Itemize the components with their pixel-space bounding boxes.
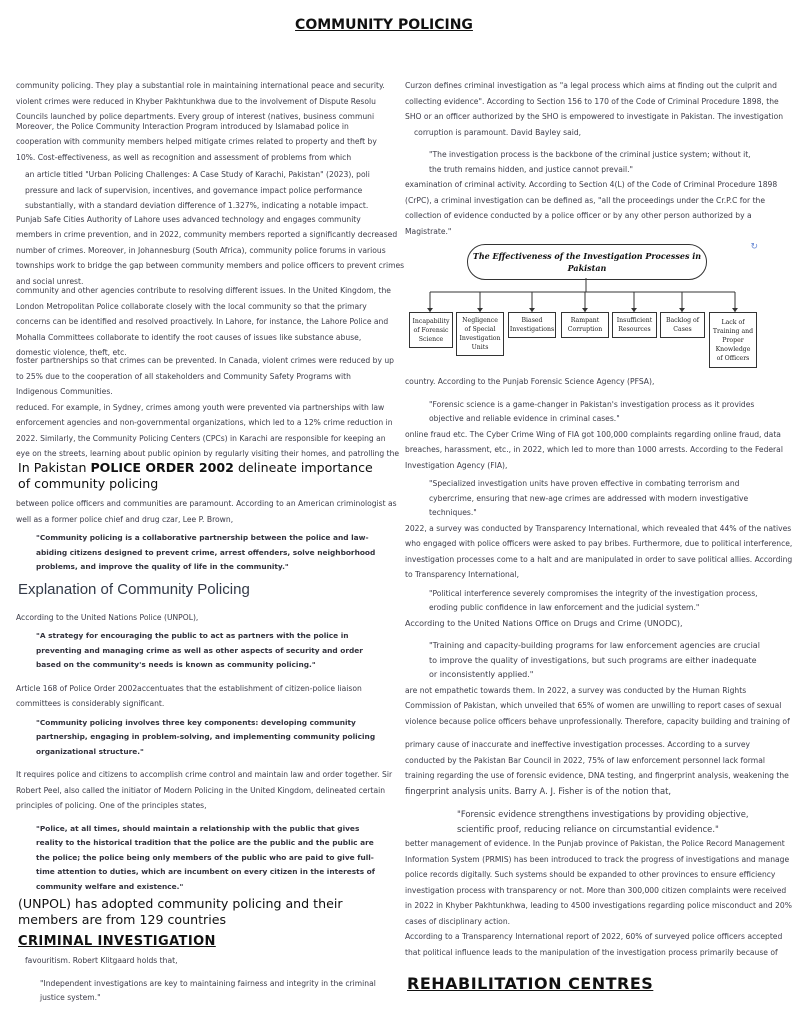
text-line: Curzon defines criminal investigation as "a legal process which aims at finding out the culprit and xyxy=(405,81,777,90)
text-line: examination of criminal activity. According to Section 4(L) of the Code of Criminal Procedure 1898 xyxy=(405,180,778,189)
text-line: Indigenous Communities. xyxy=(16,387,113,396)
right-column xyxy=(405,78,792,993)
paragraph-khyber xyxy=(16,78,386,125)
diagram-title: The Effectiveness of the Investigation Processes in Pakistan xyxy=(467,244,707,280)
text-line: Robert Peel, also called the initiator of Modern Policing in the United Kingdom, delineated certain xyxy=(16,785,386,795)
text-line: foster partnerships so that crimes can be prevented. In Canada, violent crimes were reduced by up xyxy=(16,356,394,365)
text-line: investigation process with transparency or not. More than 300,000 citizen complaints were received xyxy=(405,885,787,895)
text-line: are not empathetic towards them. In 2022, a survey was conducted by the Human Rights xyxy=(405,685,747,695)
text-line: Investigation Agency (FIA), xyxy=(405,460,508,470)
paragraph-islamabad xyxy=(16,119,386,166)
text-line: cases of disciplinary action. xyxy=(405,916,511,926)
text-line: breaches, harassment, etc., in 2022, which led to more than 1000 arrests. According to the Federal xyxy=(405,445,783,454)
text-line: enforcement agencies and non-governmental organizations, which led to a 12% crime reduction in xyxy=(16,418,393,427)
quote-lee-brown: "Community policing is a collaborative partnership between the police and law-abiding citizens designed to prevent crime, arrest offenders, solve neighborhood problems, and improve the quality of life in the community." xyxy=(36,533,376,571)
paragraph-fia xyxy=(405,427,783,474)
text-line: SHO or an officer authorized by the SHO is empowered to investigate in Pakistan. The investigation xyxy=(405,112,784,121)
quote-klitgaard: "Independent investigations are key to maintaining fairness and integrity in the criminal justice system." xyxy=(40,978,376,1002)
paragraph-lee-brown xyxy=(16,496,397,527)
text-line: corruption is paramount. David Bayley said, xyxy=(414,127,582,137)
text-line: Moreover, the Police Community Interaction Program introduced by Islamabad police in xyxy=(16,121,349,131)
text-line: It requires police and citizens to accomplish crime control and maintain law and order together. Sir xyxy=(16,770,393,779)
text-line: investigation processes come to a halt and are manipulated in order to save political allies. According xyxy=(405,554,792,564)
text-line: Punjab Safe Cities Authority of Lahore uses advanced technology and engages community xyxy=(16,214,361,224)
heading-part: In Pakistan xyxy=(18,460,91,475)
diagram-box-negligence: Negligence of Special Investigation Units xyxy=(456,312,504,356)
text-line: community policing. They play a substantial role in maintaining international peace and security. xyxy=(16,81,385,90)
paragraph-sydney xyxy=(16,400,400,458)
quote-fisher: "Forensic evidence strengthens investigations by providing objective, scientific proof, reducing reliance on circumstantial evidence." xyxy=(457,809,749,834)
quote-unodc: "Training and capacity-building programs for law enforcement agencies are crucial to improve the quality of investigations, but such programs are either inadequate or inconsistently applied." xyxy=(429,641,760,679)
heading-criminal-investigation: CRIMINAL INVESTIGATION xyxy=(18,934,216,949)
left-column xyxy=(16,78,405,1002)
paragraph-robert-peel xyxy=(16,767,393,814)
text-line: violent crimes were reduced in Khyber Pakhtunkhwa due to the involvement of Dispute Resolu xyxy=(16,96,376,106)
diagram-box-forensic: Incapability of Forensic Science xyxy=(409,312,453,348)
diagram-box-biased: Biased Investigations xyxy=(508,312,556,338)
text-line: an article titled "Urban Policing Challenges: A Case Study of Karachi, Pakistan" (2023), poli xyxy=(25,170,370,179)
text-line: to 25% due to the cooperation of all stakeholders and Community Safety Programs with xyxy=(16,371,351,381)
text-line: townships work to bridge the gap between community members and police officers to prevent crimes xyxy=(16,261,405,270)
refresh-icon[interactable]: ↻ xyxy=(750,242,758,252)
text-line: community and other agencies contribute to resolving different issues. In the United Kingdom, the xyxy=(16,286,391,295)
paragraph-prmis xyxy=(405,836,792,929)
text-line: principles of policing. One of the principles states, xyxy=(16,801,207,810)
heading-rehabilitation-centres: REHABILITATION CENTRES xyxy=(407,974,654,993)
text-line: and social unrest. xyxy=(16,276,84,286)
unpol-note: (UNPOL) has adopted community policing and their members are from 129 countries xyxy=(18,896,343,927)
text-line: Information System (PRMIS) has been introduced to track the progress of investigations and manage xyxy=(405,854,790,864)
paragraph-curzon xyxy=(405,78,784,140)
text-line: collecting evidence". According to Section 156 to 170 of the Code of Criminal Procedure 1898, the xyxy=(405,96,779,106)
quote-peel-principle: "Police, at all times, should maintain a relationship with the public that gives reality to the historical tradition that the police are the public and the public are the police; the police being only members of the public who are paid to give full-time attention to duties, which are incumbent on every citizen in the interests of community welfare and existence." xyxy=(36,823,375,891)
heading-part: delineate importance of community policing xyxy=(18,460,373,491)
text-line: eye on the streets, learning about public opinion by regularly visiting their homes, and patrolling the xyxy=(16,449,400,458)
paragraph-united-kingdom xyxy=(16,283,391,357)
text-line: training regarding the use of forensic evidence, DNA testing, and fingerprint analysis, weakening the xyxy=(405,771,789,780)
paragraph-pfsa: country. According to the Punjab Forensic Science Agency (PFSA), xyxy=(405,377,655,386)
text-line: violence because police officers behave unprofessionally. Therefore, capacity building and training of xyxy=(405,716,790,726)
paragraph-unodc: According to the United Nations Office on Drugs and Crime (UNODC), xyxy=(405,618,683,628)
heading-explanation: Explanation of Community Policing xyxy=(18,580,250,598)
text-line: reduced. For example, in Sydney, crimes among youth were prevented via partnerships with law xyxy=(16,402,385,412)
diagram-box-training: Lack of Training and Proper Knowledge of Officers xyxy=(709,312,757,368)
paragraph-lahore-safe-cities xyxy=(16,212,405,290)
text-line: police records digitally. Such systems should be expanded to other provinces to ensure efficiency xyxy=(405,870,776,879)
diagram-box-resources: Insufficient Resources xyxy=(612,312,657,338)
text-line: 10%. Cost-effectiveness, as well as recognition and assessment of problems from which xyxy=(16,152,352,162)
text-line: in 2022 in Khyber Pakhtunkhwa, leading to 4500 investigations regarding police misconduct and 20% xyxy=(405,901,792,910)
heading-part-bold: POLICE ORDER 2002 xyxy=(90,460,234,475)
text-line: well as a former police chief and drug czar, Lee P. Brown, xyxy=(16,514,234,524)
text-line: Magistrate." xyxy=(405,226,452,236)
diagram-box-corruption: Rampant Corruption xyxy=(561,312,609,338)
text-line: cooperation with community members helped mitigate crimes related to property and theft by xyxy=(16,137,377,146)
quote-political-interference: "Political interference severely compromises the integrity of the investigation process, eroding public confidence in law enforcement and the judicial system." xyxy=(429,588,758,612)
paragraph-hrcp xyxy=(405,683,790,730)
quote-pfsa: "Forensic science is a game-changer in Pakistan's investigation process as it provides objective and reliable evidence in criminal cases." xyxy=(429,399,755,423)
text-line: collection of evidence conducted by a police officer or by any other person authorized by a xyxy=(405,211,752,220)
text-line: pressure and lack of supervision, incentives, and governance impact police performance xyxy=(25,185,363,195)
text-line: 2022. Similarly, the Community Policing Centers (CPCs) in Karachi are responsible for keeping an xyxy=(16,433,386,443)
text-line: number of crimes. Moreover, in Johannesburg (South Africa), community police forums in various xyxy=(16,245,386,255)
text-line: committees is considerably significant. xyxy=(16,699,165,708)
text-line: conducted by the Pakistan Bar Council in 2022, 75% of law enforcement personnel lack formal xyxy=(405,755,765,765)
text-line: between police officers and communities are paramount. According to an American criminologist as xyxy=(16,499,397,508)
text-line: who engaged with police officers were asked to pay bribes. Furthermore, due to political interference, xyxy=(405,539,792,548)
text-line: to Transparency International, xyxy=(405,570,519,579)
page-title: COMMUNITY POLICING xyxy=(295,17,473,33)
heading-police-order xyxy=(18,460,386,492)
text-line: concerns can be identified and resolved proactively. In Lahore, for instance, the Lahore Police and xyxy=(16,317,389,326)
text-line: According to a Transparency International report of 2022, 60% of surveyed police officers accepted xyxy=(405,932,783,941)
text-line: 2022, a survey was conducted by Transparency International, which revealed that 44% of the natives xyxy=(405,523,792,533)
quote-three-components: "Community policing involves three key components: developing community partnership, engaging in problem-solving, and implementing community policing organizational structure." xyxy=(36,717,376,756)
text-line: Article 168 of Police Order 2002accentuates that the establishment of citizen-police liaison xyxy=(16,683,362,693)
text-line: Commission of Pakistan, which unveiled that 65% of women are unwilling to report cases of sexual xyxy=(405,701,782,710)
paragraph-section-4l xyxy=(405,177,778,239)
text-line: substantially, with a standard deviation difference of 1.327%, indicating a notable impact. xyxy=(25,201,369,210)
text-line: primary cause of inaccurate and ineffective investigation processes. According to a survey xyxy=(405,740,751,749)
paragraph-karachi-article xyxy=(16,167,386,214)
paragraph-article-168 xyxy=(16,681,386,712)
paragraph-canada xyxy=(16,353,394,400)
diagram-box-backlog: Backlog of Cases xyxy=(660,312,705,338)
text-line: better management of evidence. In the Punjab province of Pakistan, the Police Record Management xyxy=(405,839,785,848)
investigation-effectiveness-diagram xyxy=(405,242,760,372)
text-line: domestic violence, theft, etc. xyxy=(16,348,127,357)
quote-unpol: "A strategy for encouraging the public to act as partners with the police in preventing and managing crime as well as other aspects of security and order based on the community's needs is known as community policing." xyxy=(36,631,363,669)
paragraph-transparency xyxy=(405,521,792,583)
text-line: (CrPC), a criminal investigation can be defined as, "all the proceedings under the Cr.P.C for the xyxy=(405,195,766,205)
text-line: members in crime prevention, and in 2022, community members reported a significantly decreased xyxy=(16,230,398,239)
paragraph-political-influence xyxy=(405,929,783,960)
quote-bayley: "The investigation process is the backbone of the criminal justice system; without it, the truth remains hidden, and justice cannot prevail." xyxy=(429,150,751,174)
text-line: fingerprint analysis units. Barry A. J. Fisher is of the notion that, xyxy=(405,785,672,796)
paragraph-bar-council xyxy=(405,737,789,799)
paragraph-klitgaard: favouritism. Robert Klitgaard holds that, xyxy=(25,956,178,965)
text-line: that political influence leads to the manipulation of the investigation process primarily because of xyxy=(405,947,778,957)
text-line: Councils launched by police departments. Every group of interest (natives, business communi xyxy=(16,112,375,121)
text-line: Mohalla Committees collaborate to identify the root causes of issues like substance abuse, xyxy=(16,332,362,342)
text-line: London Metropolitan Police collaborate closely with the local community so that the primary xyxy=(16,301,367,311)
text-line: online fraud etc. The Cyber Crime Wing of FIA got 100,000 complaints regarding online fraud, data xyxy=(405,429,781,439)
quote-fia: "Specialized investigation units have proven effective in combating terrorism and cybercrime, ensuring that new-age crimes are addressed with modern investigative techniques." xyxy=(429,479,749,517)
paragraph-unpol: According to the United Nations Police (UNPOL), xyxy=(16,612,199,622)
